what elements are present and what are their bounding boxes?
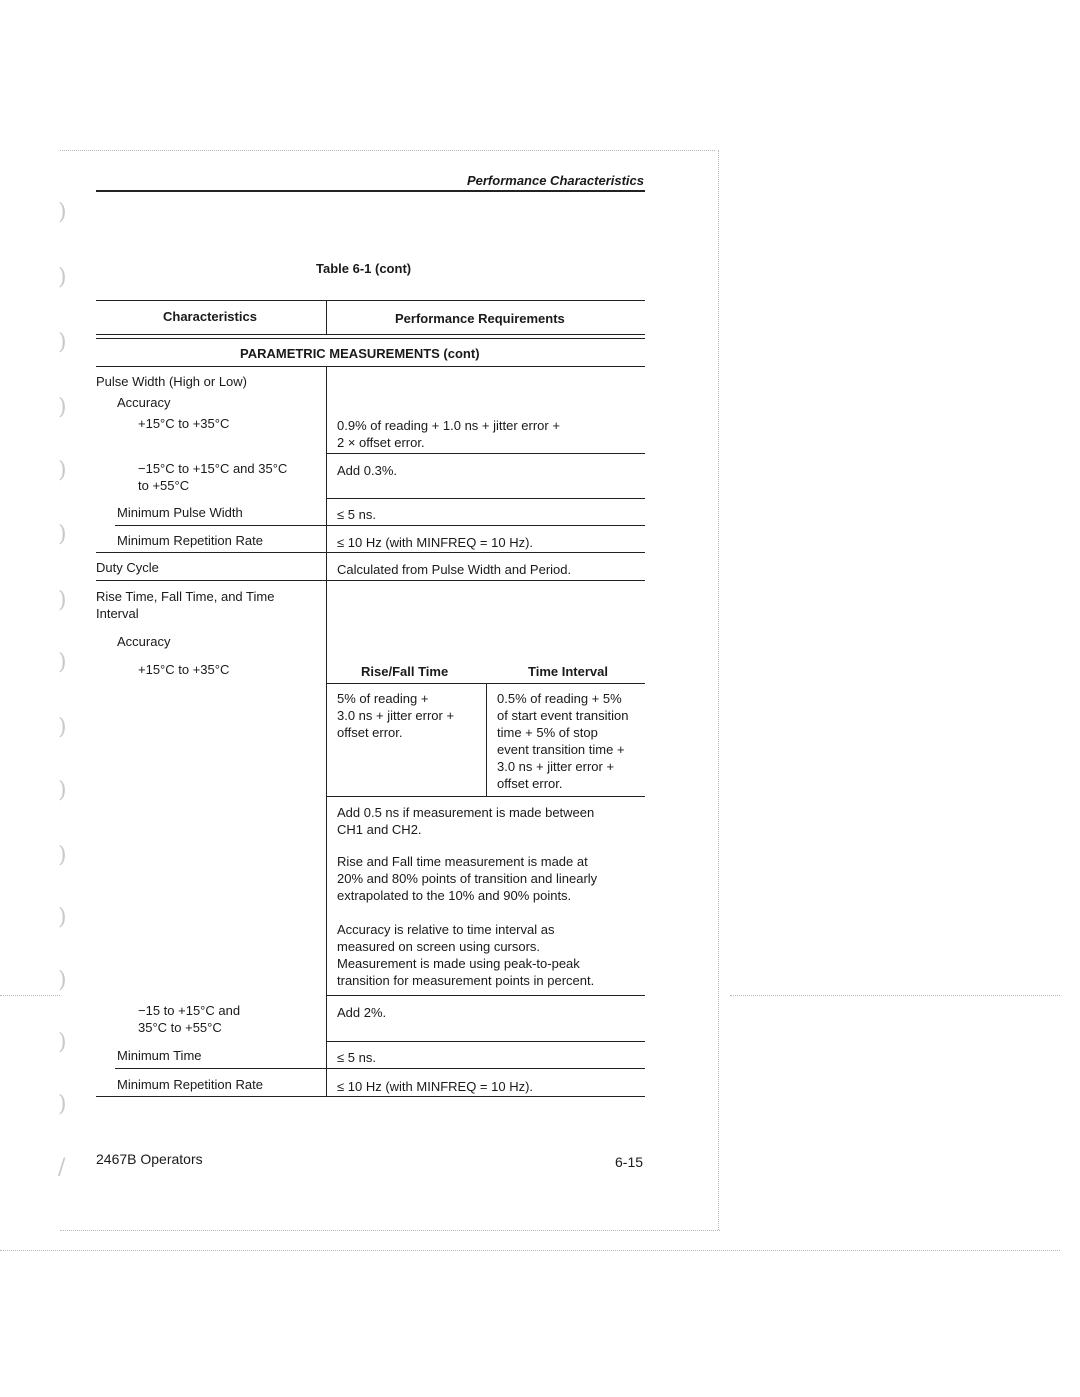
scan-edge-bottom	[60, 1230, 720, 1231]
binding-mark: )	[58, 1092, 67, 1117]
binding-mark: )	[58, 1030, 67, 1055]
header-rule	[96, 190, 645, 192]
pulse-range2: −15°C to +15°C and 35°C to +55°C	[138, 461, 288, 493]
binding-mark: )	[58, 843, 67, 868]
scan-edge-mid	[730, 995, 1060, 996]
binding-mark: /	[58, 1155, 66, 1180]
footer-page-number: 6-15	[615, 1154, 644, 1170]
pulse-accuracy-label: Accuracy	[117, 395, 171, 410]
pulse-range1: +15°C to +35°C	[138, 416, 230, 431]
scan-edge-bottom-2	[0, 1250, 1060, 1251]
col-header-characteristics: Characteristics	[163, 309, 257, 324]
rise-note-1: Add 0.5 ns if measurement is made between CH1 and CH2.	[337, 805, 595, 837]
rise-accuracy-label: Accuracy	[117, 634, 171, 649]
header-double-rule-b	[96, 338, 645, 339]
binding-mark: )	[58, 778, 67, 803]
rise-range1: +15°C to +35°C	[138, 662, 230, 677]
binding-mark: )	[58, 905, 67, 930]
subcol-time-interval: Time Interval	[528, 664, 608, 679]
rise-min-time-req: ≤ 5 ns.	[337, 1050, 376, 1065]
binding-mark: )	[58, 715, 67, 740]
pulse-range1-req: 0.9% of reading + 1.0 ns + jitter error + 2 × offset error.	[337, 418, 560, 450]
binding-mark: )	[58, 458, 67, 483]
section-heading: PARAMETRIC MEASUREMENTS (cont)	[240, 346, 480, 361]
col-header-performance: Performance Requirements	[395, 311, 565, 326]
section-rule	[96, 366, 645, 367]
row-rule	[115, 525, 645, 526]
row-rule	[115, 1068, 645, 1069]
rise-note-3: Accuracy is relative to time interval as measured on screen using cursors. Measurement is made using peak-to-peak transition for measurement points in percent.	[337, 922, 595, 988]
subcol-rise-fall: Rise/Fall Time	[361, 664, 449, 679]
scan-edge-left	[0, 995, 60, 996]
binding-mark: )	[58, 650, 67, 675]
table-caption: Table 6-1 (cont)	[316, 261, 412, 276]
rise-min-rep: Minimum Repetition Rate	[117, 1077, 263, 1092]
duty-cycle-label: Duty Cycle	[96, 560, 159, 575]
binding-mark: )	[58, 200, 67, 225]
pulse-min-width: Minimum Pulse Width	[117, 505, 243, 520]
binding-mark: )	[58, 395, 67, 420]
subcol-divider	[486, 683, 487, 796]
binding-mark: )	[58, 968, 67, 993]
row-rule	[96, 580, 645, 581]
rise-fall-req: 5% of reading + 3.0 ns + jitter error + offset error.	[337, 691, 455, 740]
time-interval-req: 0.5% of reading + 5% of start event transition time + 5% of stop event transition time + 3.0 ns + jitter error + offset error.	[497, 691, 629, 791]
header-double-rule-a	[96, 334, 645, 335]
rise-min-rep-req: ≤ 10 Hz (with MINFREQ = 10 Hz).	[337, 1079, 534, 1094]
row-rule	[327, 453, 645, 454]
binding-mark: )	[58, 588, 67, 613]
row-rule	[327, 498, 645, 499]
col-divider-header	[326, 300, 327, 335]
rise-min-time: Minimum Time	[117, 1048, 202, 1063]
row-rule	[96, 552, 645, 553]
binding-mark: )	[58, 330, 67, 355]
pulse-width-label: Pulse Width (High or Low)	[96, 374, 247, 389]
row-rule	[327, 796, 645, 797]
pulse-min-rep-req: ≤ 10 Hz (with MINFREQ = 10 Hz).	[337, 535, 534, 550]
rise-time-label: Rise Time, Fall Time, and Time Interval	[96, 589, 275, 621]
scan-edge-top	[60, 150, 715, 151]
row-rule	[327, 1041, 645, 1042]
col-divider	[326, 366, 327, 1096]
rise-range2: −15 to +15°C and 35°C to +55°C	[138, 1003, 241, 1035]
footer-manual-name: 2467B Operators	[96, 1151, 203, 1167]
rise-note-2: Rise and Fall time measurement is made at 20% and 80% points of transition and linearly extrapolated to the 10% and 90% points.	[337, 854, 598, 903]
binding-mark: )	[58, 265, 67, 290]
pulse-range2-req: Add 0.3%.	[337, 463, 397, 478]
row-rule	[327, 995, 645, 996]
binding-mark: )	[58, 522, 67, 547]
scan-edge-right	[718, 150, 719, 1230]
pulse-min-rep: Minimum Repetition Rate	[117, 533, 263, 548]
rise-range2-req: Add 2%.	[337, 1005, 387, 1020]
table-top-rule	[96, 300, 645, 301]
running-header: Performance Characteristics	[466, 173, 644, 188]
pulse-min-width-req: ≤ 5 ns.	[337, 507, 376, 522]
table-bottom-rule	[96, 1096, 645, 1097]
duty-cycle-req: Calculated from Pulse Width and Period.	[337, 562, 572, 577]
